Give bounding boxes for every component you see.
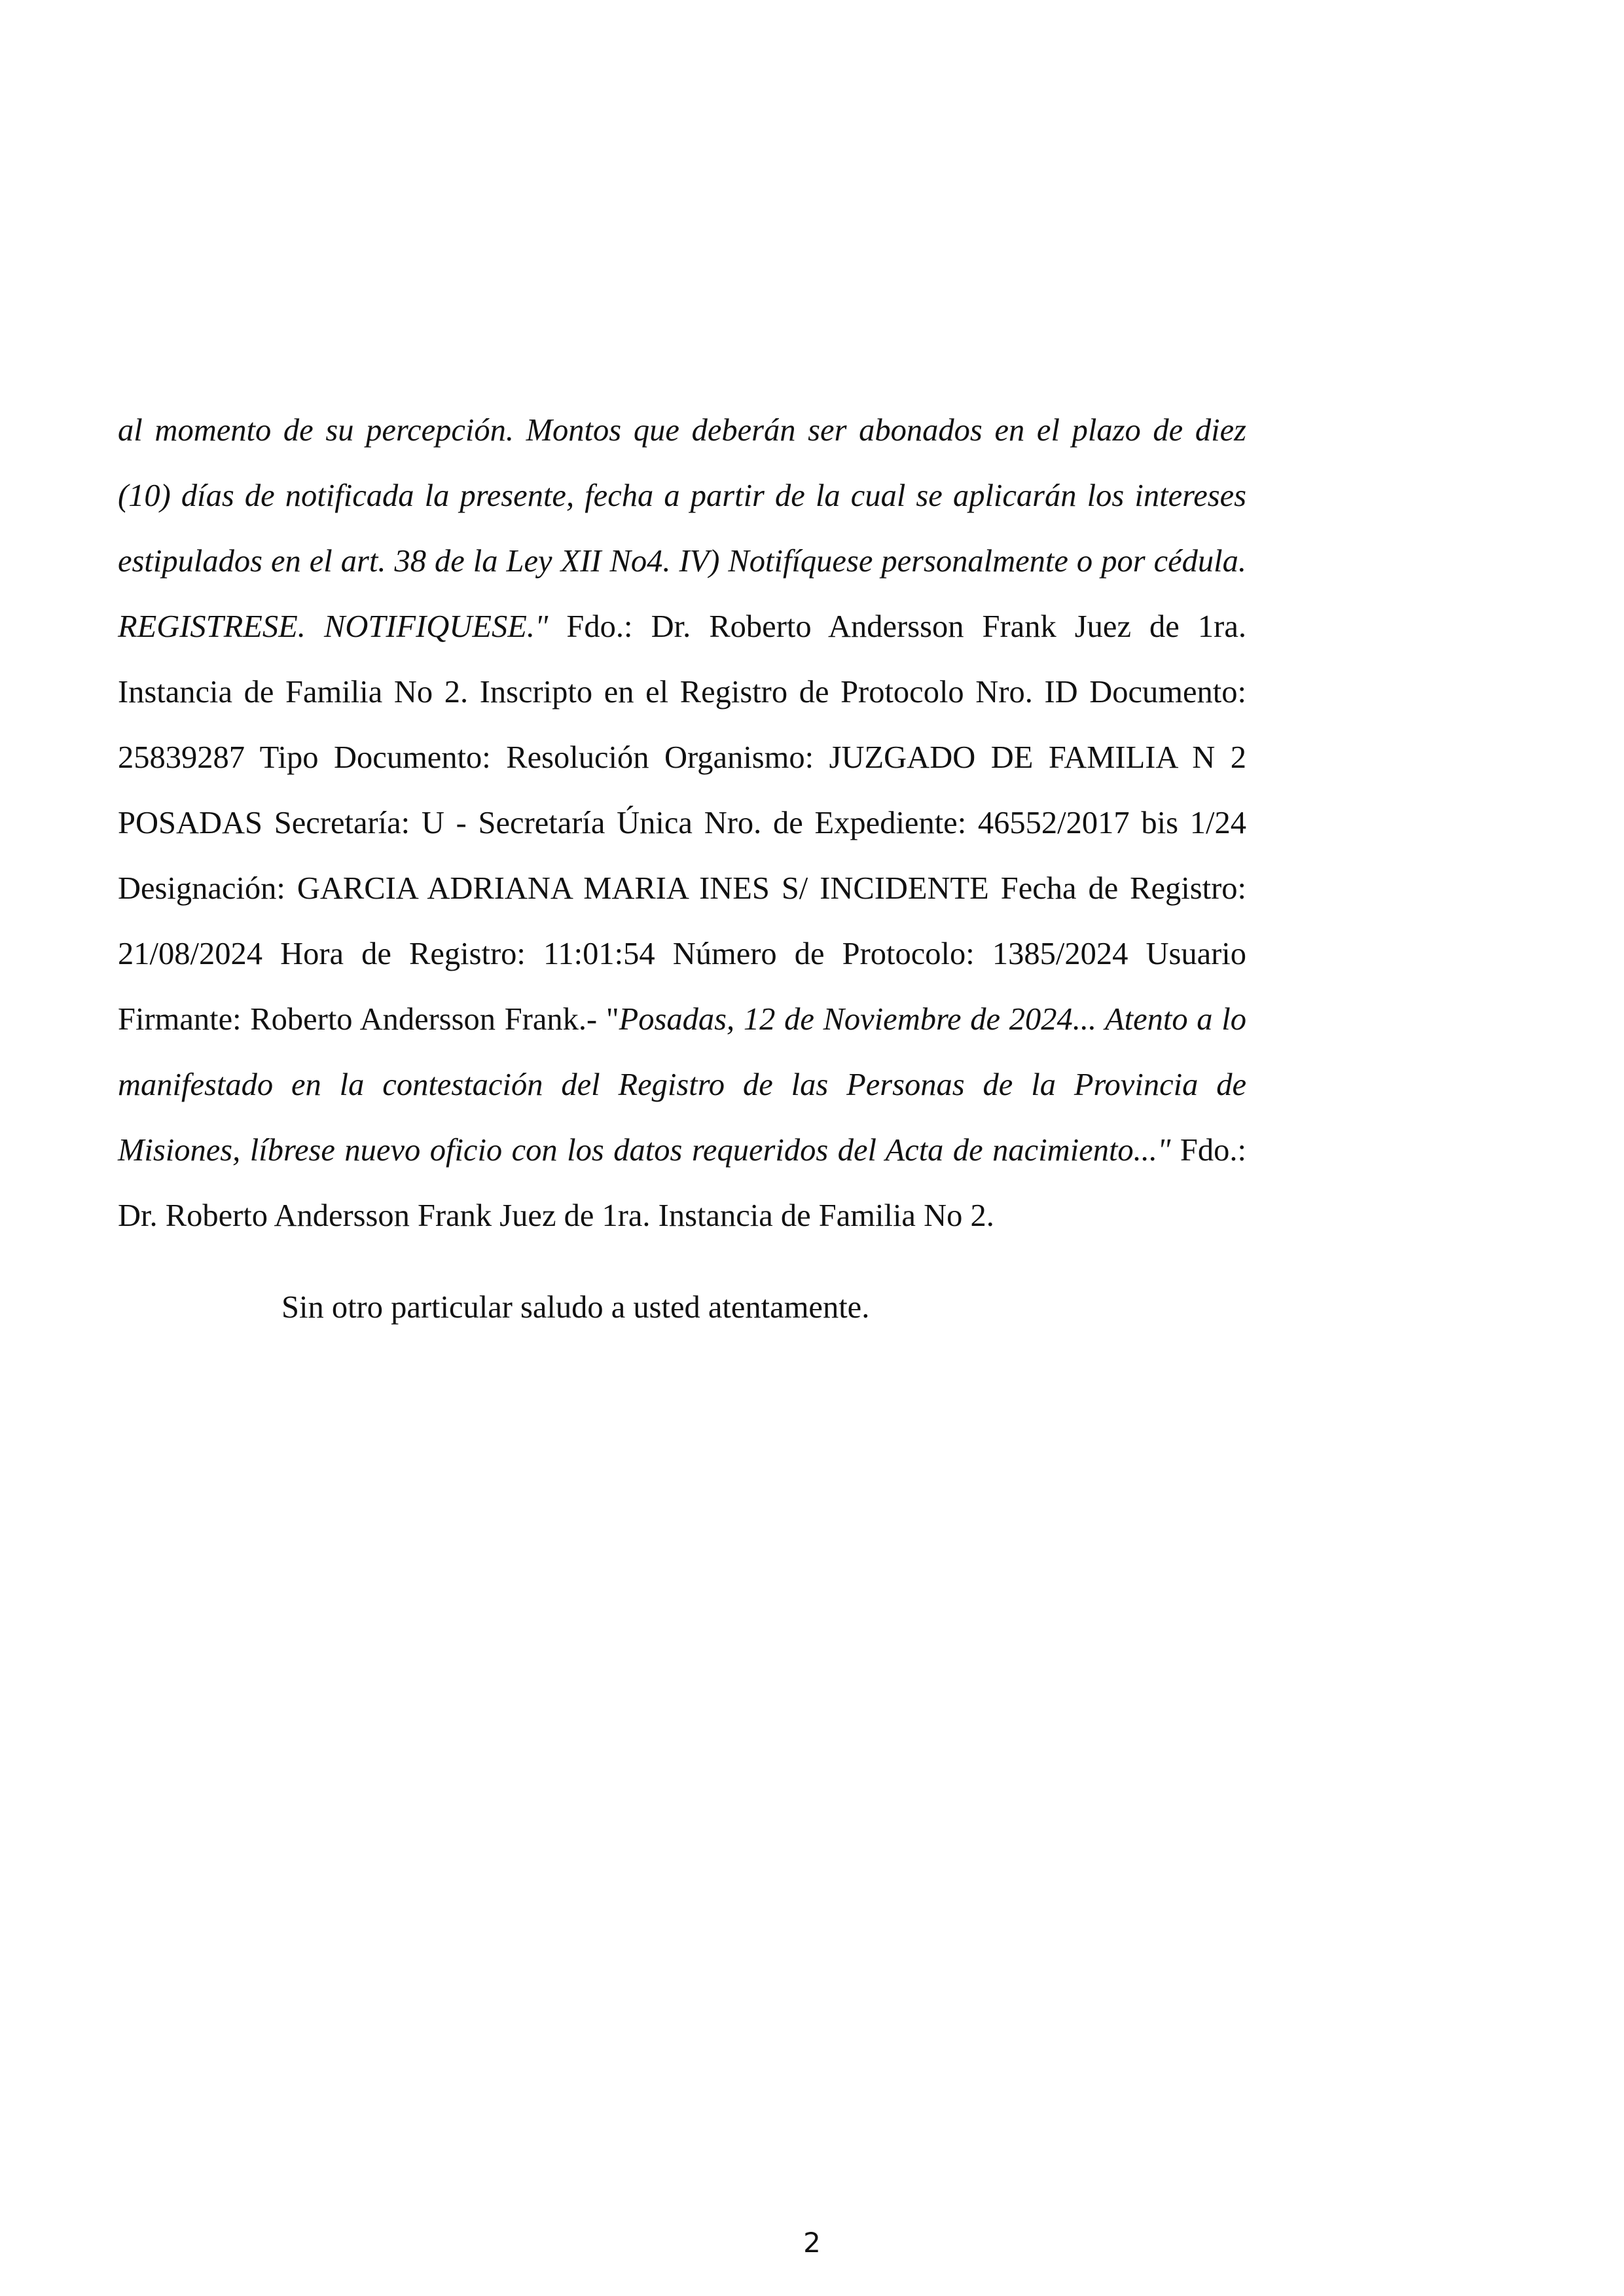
- body-paragraph: [118, 398, 1246, 1249]
- resolution-quote-excerpt: al momento de su percepción. Montos que deberán ser abonados en el plazo de diez (10) días de notificada la presente, fecha a partir de la cual se aplicarán los intereses estipulados en el art. 38 de la Ley XII No4. IV) Notifíquese personalmente o por cédula. REGISTRESE. NOTIFIQUESE.": [118, 413, 1246, 644]
- page-number: 2: [803, 2227, 821, 2259]
- registry-details: Fdo.: Dr. Roberto Andersson Frank Juez de 1ra. Instancia de Familia No 2. Inscripto en el Registro de Protocolo Nro. ID Documento: 25839287 Tipo Documento: Resolución Organismo: JUZGADO DE FAMILIA N 2 POSADAS Secretaría: U - Secretaría Única Nro. de Expediente: 46552/2017 bis 1/24 Designación: GARCIA ADRIANA MARIA INES S/ INCIDENTE Fecha de Registro: 21/08/2024 Hora de Registro: 11:01:54 Número de Protocolo: 1385/2024 Usuario Firmante: Roberto Andersson Frank.- ": [118, 609, 1246, 1037]
- second-resolution-quote: Posadas, 12 de Noviembre de 2024... Atento a lo manifestado en la contestación del Registro de las Personas de la Provincia de Misiones, líbrese nuevo oficio con los datos requeridos del Acta de nacimiento...": [118, 1002, 1246, 1168]
- signature-line: Fdo.: Dr. Roberto Andersson Frank Juez de 1ra. Instancia de Familia No 2.: [118, 1133, 1246, 1233]
- closing-salutation: Sin otro particular saludo a usted atentamente.: [281, 1290, 870, 1325]
